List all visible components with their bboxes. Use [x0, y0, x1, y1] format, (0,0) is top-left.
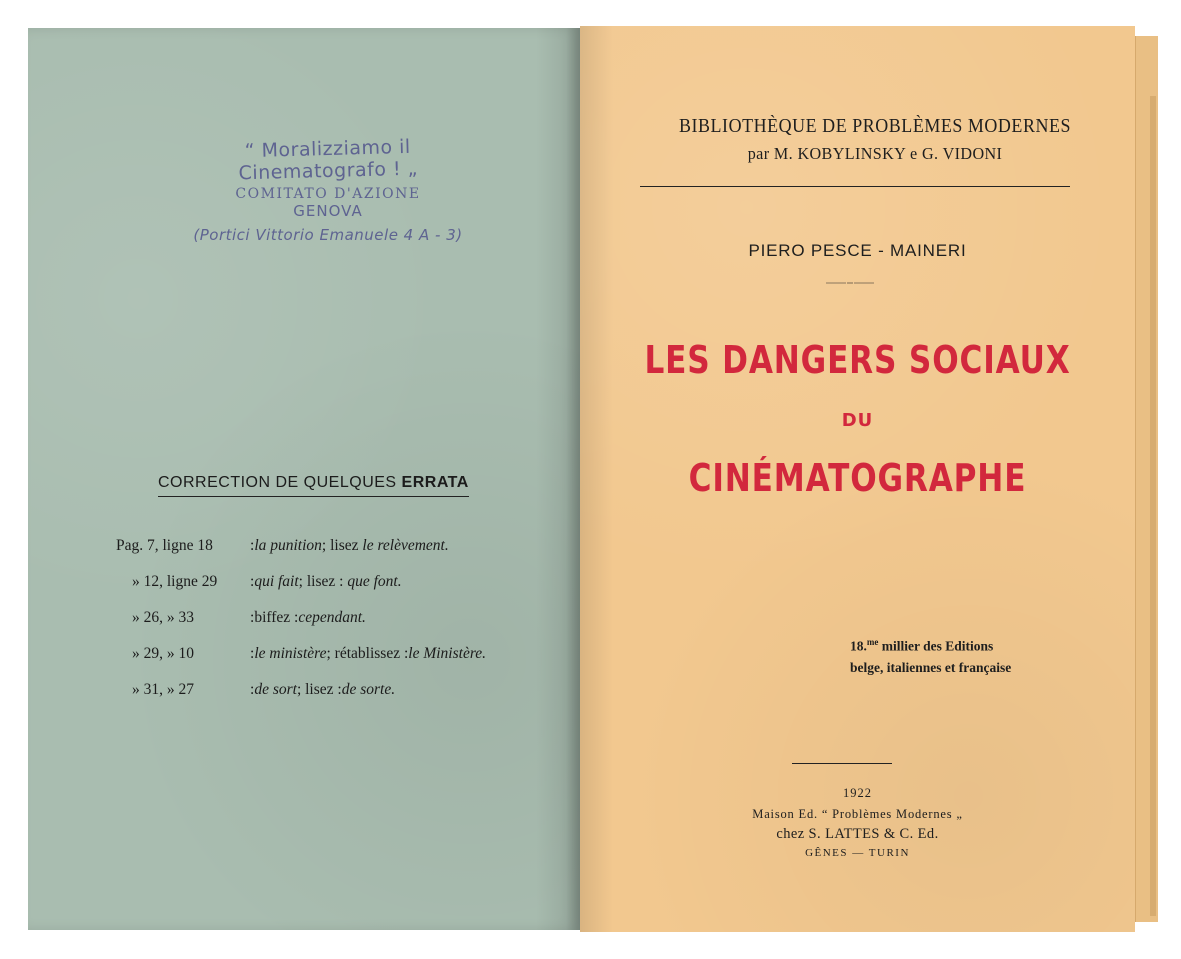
edition-line2: belge, italiennes et française	[850, 659, 1012, 675]
edition-number: 18.	[850, 638, 867, 654]
errata-mid: ; lisez	[321, 537, 359, 554]
rubber-stamp	[168, 135, 488, 244]
errata-heading-bold: ERRATA	[401, 474, 469, 491]
stamp-slogan: “ Moralizziamo il Cinematografo ! „	[238, 135, 419, 185]
errata-right: le relèvement.	[362, 537, 449, 554]
stamp-committee: COMITATO D'AZIONE	[235, 186, 421, 202]
book-title-main: LES DANGERS SOCIAUX	[644, 338, 1071, 382]
author-name: PIERO PESCE - MAINERI	[748, 241, 967, 260]
edition-note	[850, 632, 1120, 678]
errata-sep: :	[250, 609, 255, 626]
errata-mid: biffez :	[254, 609, 299, 626]
errata-wrong: de sort	[254, 681, 297, 698]
publication-year: 1922	[843, 786, 872, 800]
left-page	[28, 28, 580, 930]
errata-heading	[158, 474, 469, 497]
errata-row	[116, 528, 576, 564]
edition-line1: millier des Editions	[878, 638, 994, 654]
publisher-line2: chez S. LATTES & C. Ed.	[776, 826, 939, 842]
errata-ref: » 12, ligne 29	[132, 573, 218, 590]
dotted-ornament-icon	[802, 282, 898, 284]
book-title-sub: CINÉMATOGRAPHE	[688, 456, 1027, 500]
series-editors: par M. KOBYLINSKY e G. VIDONI	[747, 144, 1003, 163]
errata-list	[116, 528, 576, 708]
errata-mid: ; rétablissez :	[326, 645, 409, 662]
errata-sep: :	[250, 537, 255, 554]
errata-right: le Ministère.	[408, 645, 487, 662]
errata-sep: :	[250, 645, 255, 662]
errata-ref: » 26, » 33	[132, 609, 194, 626]
errata-right: que font.	[347, 573, 402, 590]
errata-right: cependant.	[298, 609, 366, 626]
errata-row	[116, 672, 576, 708]
errata-mid: ; lisez :	[296, 681, 342, 698]
publisher-cities: GÊNES — TURIN	[805, 847, 910, 859]
stamp-address: (Portici Vittorio Emanuele 4 A - 3)	[193, 226, 463, 244]
errata-row	[116, 564, 576, 600]
errata-wrong: qui fait	[254, 573, 299, 590]
publisher-line1: Maison Ed. “ Problèmes Modernes „	[752, 807, 963, 821]
errata-ref: » 31, » 27	[132, 681, 194, 698]
header-rule	[640, 186, 1070, 187]
series-header	[640, 116, 1110, 164]
errata-row	[116, 636, 576, 672]
errata-wrong: la punition	[254, 537, 322, 554]
errata-sep: :	[250, 681, 255, 698]
errata-wrong: le ministère	[254, 645, 327, 662]
errata-right: de sorte.	[341, 681, 396, 698]
edition-sup: me	[866, 637, 879, 647]
imprint	[580, 786, 1135, 859]
right-page	[580, 26, 1135, 932]
book-title-du: DU	[841, 410, 874, 431]
imprint-rule	[792, 763, 892, 764]
errata-ref: Pag. 7, ligne 18	[116, 537, 213, 554]
page-edge-inner	[1150, 96, 1156, 916]
errata-sep: :	[250, 573, 255, 590]
series-title: BIBLIOTHÈQUE DE PROBLÈMES MODERNES	[678, 116, 1072, 137]
errata-heading-prefix: CORRECTION DE QUELQUES	[158, 474, 402, 491]
errata-mid: ; lisez :	[298, 573, 344, 590]
stamp-city: GENOVA	[293, 202, 363, 220]
errata-ref: » 29, » 10	[132, 645, 194, 662]
errata-row	[116, 600, 576, 636]
